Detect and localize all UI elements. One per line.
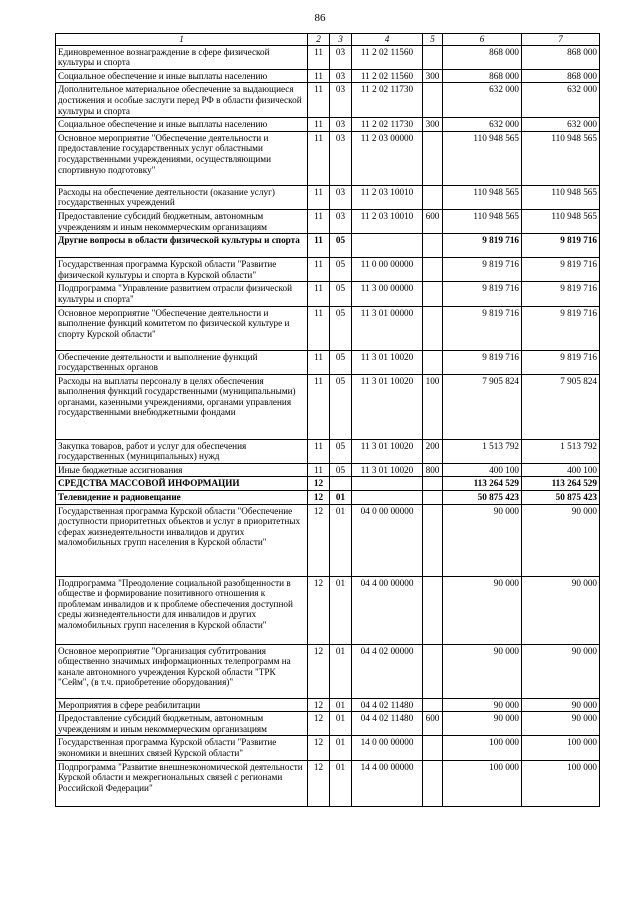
cell-target-article: 11 2 02 11730 xyxy=(352,118,423,132)
cell-name: СРЕДСТВА МАССОВОЙ ИНФОРМАЦИИ xyxy=(56,477,308,491)
table-row xyxy=(56,374,600,439)
cell-name: Государственная программа Курской области "Развитие экономики и внешних связей Курской области" xyxy=(56,736,308,760)
table-row xyxy=(56,83,600,118)
cell-name: Предоставление субсидий бюджетным, автономным учреждениям и иным некоммерческим организациям xyxy=(56,209,308,233)
cell-amount-1: 9 819 716 xyxy=(443,306,522,350)
cell-amount-1: 9 819 716 xyxy=(443,350,522,374)
cell-amount-1: 400 100 xyxy=(443,463,522,477)
cell-subsection: 03 xyxy=(330,185,352,209)
cell-amount-1: 50 875 423 xyxy=(443,491,522,505)
cell-name: Подпрограмма "Преодоление социальной разобщенности в обществе и формирование позитивного отношения к проблемам инвалидов и к проблеме обеспечения доступной среды жизнедеятельности для инвалидов и других маломобильных групп населения в Курской области" xyxy=(56,576,308,644)
cell-target-article: 11 3 01 10020 xyxy=(352,439,423,463)
table-row xyxy=(56,477,600,491)
cell-amount-1: 100 000 xyxy=(443,760,522,806)
cell-amount-1: 100 000 xyxy=(443,736,522,760)
table-row xyxy=(56,234,600,258)
cell-name: Основное мероприятие "Обеспечение деятельности и предоставление государственных услуг областными государственными учреждениями, осуществляющими спортивную подготовку" xyxy=(56,131,308,185)
table-row xyxy=(56,209,600,233)
cell-target-article: 11 2 03 10010 xyxy=(352,209,423,233)
cell-section: 11 xyxy=(308,83,330,118)
table-row xyxy=(56,282,600,306)
cell-amount-1: 113 264 529 xyxy=(443,477,522,491)
cell-amount-1: 110 948 565 xyxy=(443,131,522,185)
cell-amount-1: 9 819 716 xyxy=(443,258,522,282)
cell-section: 11 xyxy=(308,234,330,258)
cell-amount-2: 110 948 565 xyxy=(522,131,600,185)
cell-subsection: 01 xyxy=(330,736,352,760)
cell-name: Закупка товаров, работ и услуг для обеспечения государственных (муниципальных) нужд xyxy=(56,439,308,463)
cell-section: 11 xyxy=(308,185,330,209)
cell-subsection: 05 xyxy=(330,282,352,306)
cell-expense-type: 200 xyxy=(423,439,443,463)
cell-amount-2: 868 000 xyxy=(522,45,600,69)
cell-amount-1: 9 819 716 xyxy=(443,282,522,306)
cell-expense-type: 100 xyxy=(423,374,443,439)
table-row xyxy=(56,504,600,576)
table-row xyxy=(56,131,600,185)
table-row xyxy=(56,185,600,209)
table-row xyxy=(56,439,600,463)
cell-name: Обеспечение деятельности и выполнение функций государственных органов xyxy=(56,350,308,374)
cell-expense-type xyxy=(423,45,443,69)
cell-expense-type xyxy=(423,504,443,576)
table-row xyxy=(56,306,600,350)
cell-section: 12 xyxy=(308,712,330,736)
cell-name: Предоставление субсидий бюджетным, автономным учреждениям и иным некоммерческим организациям xyxy=(56,712,308,736)
cell-section: 11 xyxy=(308,350,330,374)
cell-amount-1: 9 819 716 xyxy=(443,234,522,258)
cell-name: Другие вопросы в области физической культуры и спорта xyxy=(56,234,308,258)
header-cell-target-article: 4 xyxy=(352,34,423,46)
cell-target-article: 11 3 01 10020 xyxy=(352,463,423,477)
cell-name: Дополнительное материальное обеспечение за выдающиеся достижения и особые заслуги перед РФ в области физической культуры и спорта xyxy=(56,83,308,118)
cell-name: Основное мероприятие "Организация субтитрования общественно значимых информационных телепрограмм на канале автономного учреждения Курской области "ТРК "Сейм", (в т.ч. приобретение оборудования)" xyxy=(56,644,308,698)
cell-amount-2: 9 819 716 xyxy=(522,282,600,306)
cell-target-article: 11 0 00 00000 xyxy=(352,258,423,282)
cell-expense-type xyxy=(423,350,443,374)
cell-subsection: 05 xyxy=(330,439,352,463)
cell-amount-2: 7 905 824 xyxy=(522,374,600,439)
cell-expense-type xyxy=(423,576,443,644)
cell-target-article: 04 4 02 11480 xyxy=(352,698,423,712)
table-row xyxy=(56,491,600,505)
cell-amount-1: 868 000 xyxy=(443,45,522,69)
cell-expense-type xyxy=(423,258,443,282)
cell-name: Мероприятия в сфере реабилитации xyxy=(56,698,308,712)
cell-subsection: 01 xyxy=(330,712,352,736)
cell-amount-2: 100 000 xyxy=(522,736,600,760)
cell-amount-2: 632 000 xyxy=(522,118,600,132)
cell-amount-2: 90 000 xyxy=(522,712,600,736)
cell-expense-type xyxy=(423,736,443,760)
table-row xyxy=(56,350,600,374)
cell-name: Расходы на выплаты персоналу в целях обеспечения выполнения функций государственными (муниципальными) органами, казенными учреждениями, органами управления государственными внебюджетными фондами xyxy=(56,374,308,439)
cell-subsection: 03 xyxy=(330,69,352,83)
cell-section: 12 xyxy=(308,698,330,712)
cell-section: 11 xyxy=(308,209,330,233)
cell-section: 11 xyxy=(308,118,330,132)
cell-name: Социальное обеспечение и иные выплаты населению xyxy=(56,69,308,83)
cell-expense-type: 800 xyxy=(423,463,443,477)
cell-subsection: 05 xyxy=(330,463,352,477)
cell-expense-type: 600 xyxy=(423,712,443,736)
cell-amount-2: 50 875 423 xyxy=(522,491,600,505)
table-row xyxy=(56,118,600,132)
cell-amount-2: 9 819 716 xyxy=(522,306,600,350)
cell-target-article: 11 3 00 00000 xyxy=(352,282,423,306)
cell-section: 11 xyxy=(308,306,330,350)
cell-amount-1: 110 948 565 xyxy=(443,185,522,209)
cell-section: 11 xyxy=(308,439,330,463)
cell-target-article: 11 2 02 11560 xyxy=(352,45,423,69)
cell-subsection: 03 xyxy=(330,131,352,185)
table-row xyxy=(56,69,600,83)
cell-section: 11 xyxy=(308,258,330,282)
budget-table xyxy=(55,33,600,807)
cell-subsection: 03 xyxy=(330,118,352,132)
cell-section: 11 xyxy=(308,69,330,83)
cell-target-article xyxy=(352,491,423,505)
cell-amount-2: 100 000 xyxy=(522,760,600,806)
cell-amount-2: 90 000 xyxy=(522,698,600,712)
cell-target-article: 11 2 02 11560 xyxy=(352,69,423,83)
cell-amount-2: 90 000 xyxy=(522,504,600,576)
cell-section: 11 xyxy=(308,131,330,185)
cell-name: Иные бюджетные ассигнования xyxy=(56,463,308,477)
cell-name: Телевидение и радиовещание xyxy=(56,491,308,505)
cell-section: 12 xyxy=(308,504,330,576)
cell-expense-type xyxy=(423,83,443,118)
header-cell-name: 1 xyxy=(56,34,308,46)
header-cell-amount-2: 7 xyxy=(522,34,600,46)
cell-subsection: 01 xyxy=(330,644,352,698)
page-number: 86 xyxy=(314,12,326,24)
table-row xyxy=(56,463,600,477)
cell-amount-1: 1 513 792 xyxy=(443,439,522,463)
cell-subsection xyxy=(330,477,352,491)
cell-name: Государственная программа Курской области "Развитие физической культуры и спорта в Курской области" xyxy=(56,258,308,282)
cell-target-article: 14 0 00 00000 xyxy=(352,736,423,760)
cell-section: 11 xyxy=(308,374,330,439)
cell-subsection: 01 xyxy=(330,491,352,505)
cell-target-article: 04 4 02 11480 xyxy=(352,712,423,736)
cell-subsection: 01 xyxy=(330,504,352,576)
cell-amount-2: 9 819 716 xyxy=(522,350,600,374)
header-cell-subsection: 3 xyxy=(330,34,352,46)
cell-name: Основное мероприятие "Обеспечение деятельности и выполнение функций комитетом по физической культуре и спорту Курской области" xyxy=(56,306,308,350)
cell-amount-2: 400 100 xyxy=(522,463,600,477)
cell-name: Единовременное вознаграждение в сфере физической культуры и спорта xyxy=(56,45,308,69)
table-row xyxy=(56,698,600,712)
cell-amount-1: 110 948 565 xyxy=(443,209,522,233)
cell-amount-1: 868 000 xyxy=(443,69,522,83)
cell-expense-type xyxy=(423,282,443,306)
header-cell-expense-type: 5 xyxy=(423,34,443,46)
cell-expense-type xyxy=(423,131,443,185)
cell-amount-1: 90 000 xyxy=(443,712,522,736)
cell-target-article: 04 0 00 00000 xyxy=(352,504,423,576)
cell-amount-2: 90 000 xyxy=(522,576,600,644)
cell-amount-2: 9 819 716 xyxy=(522,234,600,258)
cell-target-article: 11 2 02 11730 xyxy=(352,83,423,118)
cell-expense-type: 300 xyxy=(423,69,443,83)
cell-expense-type xyxy=(423,491,443,505)
header-cell-section: 2 xyxy=(308,34,330,46)
cell-amount-1: 90 000 xyxy=(443,698,522,712)
table-row xyxy=(56,576,600,644)
cell-target-article xyxy=(352,234,423,258)
cell-name: Расходы на обеспечение деятельности (оказание услуг) государственных учреждений xyxy=(56,185,308,209)
cell-target-article: 11 2 03 10010 xyxy=(352,185,423,209)
cell-amount-2: 1 513 792 xyxy=(522,439,600,463)
cell-section: 12 xyxy=(308,477,330,491)
cell-expense-type xyxy=(423,760,443,806)
cell-expense-type xyxy=(423,477,443,491)
cell-section: 11 xyxy=(308,463,330,477)
cell-amount-1: 632 000 xyxy=(443,118,522,132)
cell-amount-1: 7 905 824 xyxy=(443,374,522,439)
cell-expense-type: 300 xyxy=(423,118,443,132)
cell-section: 12 xyxy=(308,491,330,505)
cell-target-article xyxy=(352,477,423,491)
cell-name: Подпрограмма "Развитие внешнеэкономической деятельности Курской области и межрегиональных связей с регионами Российской Федерации" xyxy=(56,760,308,806)
cell-target-article: 04 4 00 00000 xyxy=(352,576,423,644)
header-cell-amount-1: 6 xyxy=(443,34,522,46)
cell-amount-1: 90 000 xyxy=(443,504,522,576)
cell-section: 12 xyxy=(308,576,330,644)
cell-subsection: 01 xyxy=(330,760,352,806)
cell-amount-2: 113 264 529 xyxy=(522,477,600,491)
cell-target-article: 11 3 01 10020 xyxy=(352,374,423,439)
table-row xyxy=(56,736,600,760)
cell-amount-2: 9 819 716 xyxy=(522,258,600,282)
cell-expense-type xyxy=(423,644,443,698)
cell-expense-type xyxy=(423,185,443,209)
cell-amount-2: 110 948 565 xyxy=(522,185,600,209)
cell-target-article: 11 2 03 00000 xyxy=(352,131,423,185)
cell-subsection: 01 xyxy=(330,698,352,712)
table-header-row xyxy=(56,34,600,46)
cell-target-article: 04 4 02 00000 xyxy=(352,644,423,698)
cell-expense-type xyxy=(423,698,443,712)
cell-amount-2: 868 000 xyxy=(522,69,600,83)
cell-amount-1: 90 000 xyxy=(443,644,522,698)
table-row xyxy=(56,712,600,736)
cell-subsection: 05 xyxy=(330,258,352,282)
table-row xyxy=(56,45,600,69)
cell-target-article: 11 3 01 10020 xyxy=(352,350,423,374)
cell-subsection: 03 xyxy=(330,45,352,69)
cell-subsection: 03 xyxy=(330,83,352,118)
cell-amount-1: 90 000 xyxy=(443,576,522,644)
cell-subsection: 05 xyxy=(330,374,352,439)
cell-amount-2: 110 948 565 xyxy=(522,209,600,233)
cell-section: 12 xyxy=(308,644,330,698)
cell-name: Социальное обеспечение и иные выплаты населению xyxy=(56,118,308,132)
cell-section: 12 xyxy=(308,760,330,806)
cell-name: Государственная программа Курской области "Обеспечение доступности приоритетных объектов и услуг в приоритетных сферах жизнедеятельности инвалидов и других маломобильных групп населения в Курской области" xyxy=(56,504,308,576)
cell-expense-type xyxy=(423,234,443,258)
cell-subsection: 05 xyxy=(330,350,352,374)
cell-name: Подпрограмма "Управление развитием отрасли физической культуры и спорта" xyxy=(56,282,308,306)
cell-expense-type xyxy=(423,306,443,350)
cell-amount-2: 632 000 xyxy=(522,83,600,118)
cell-target-article: 14 4 00 00000 xyxy=(352,760,423,806)
cell-subsection: 05 xyxy=(330,306,352,350)
cell-subsection: 03 xyxy=(330,209,352,233)
cell-section: 11 xyxy=(308,45,330,69)
cell-expense-type: 600 xyxy=(423,209,443,233)
table-row xyxy=(56,760,600,806)
cell-section: 11 xyxy=(308,282,330,306)
cell-amount-1: 632 000 xyxy=(443,83,522,118)
table-row xyxy=(56,644,600,698)
cell-subsection: 01 xyxy=(330,576,352,644)
table-row xyxy=(56,258,600,282)
cell-target-article: 11 3 01 00000 xyxy=(352,306,423,350)
cell-subsection: 05 xyxy=(330,234,352,258)
cell-amount-2: 90 000 xyxy=(522,644,600,698)
cell-section: 12 xyxy=(308,736,330,760)
